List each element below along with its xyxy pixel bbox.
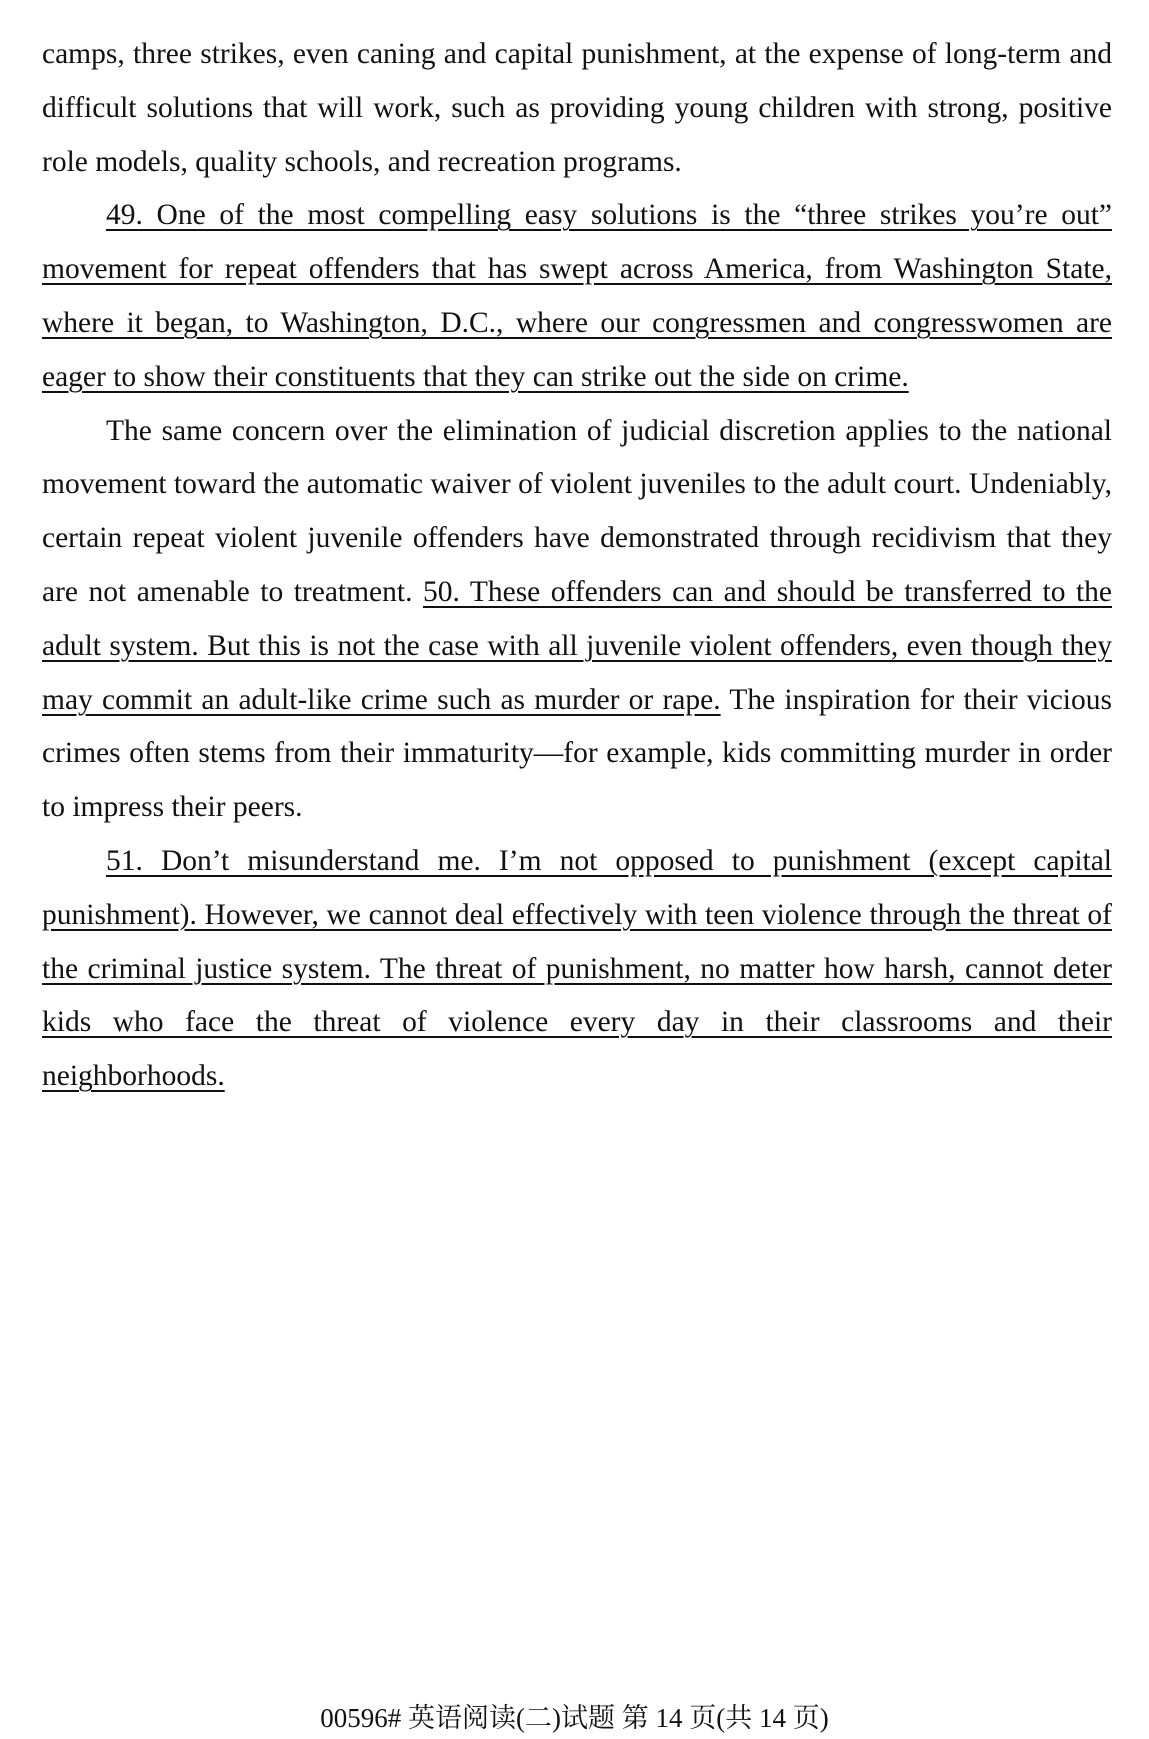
paragraph-continued [42, 28, 1112, 189]
underlined-passage-49: 49. One of the most compelling easy solutions is the “three strikes you’re out” movement for repeat offenders that has swept across America, from Washington State, where it began, to Washington, D.C., where our congressmen and congresswomen are eager to show their constituents that they can strike out the side on crime. [42, 199, 1112, 393]
paragraph-51 [42, 835, 1112, 1104]
paragraph-50 [42, 405, 1112, 835]
text-segment: The same concern over the elimination of judicial discretion applies to the national movement toward the automatic waiver of violent juveniles to the adult court. Undeniably, certain repeat violent juvenile offenders have demonstrated through recidivism that they are not amenable to treatment. [42, 414, 1112, 608]
document-body [42, 28, 1112, 1104]
paragraph-49 [42, 189, 1112, 404]
page-footer: 00596# 英语阅读(二)试题 第 14 页(共 14 页) [320, 1703, 829, 1733]
text-segment: camps, three strikes, even caning and capital punishment, at the expense of long-term and difficult solutions that will work, such as providing young children with strong, positive role models, quality schools, and recreation programs. [42, 38, 1112, 178]
text-segment: The inspiration for their vicious crimes often stems from their immaturity—for example, kids committing murder in order to impress their peers. [42, 683, 1112, 824]
underlined-passage-51: 51. Don’t misunderstand me. I’m not opposed to punishment (except capital punishment). However, we cannot deal effectively with teen violence through the threat of the criminal justice system. The threat of punishment, no matter how harsh, cannot deter kids who face the threat of violence every day in their classrooms and their neighborhoods. [42, 844, 1112, 1093]
underlined-passage-50: 50. These offenders can and should be transferred to the adult system. But this is not the case with all juvenile violent offenders, even though they may commit an adult-like crime such as murder or rape. [42, 575, 1112, 716]
